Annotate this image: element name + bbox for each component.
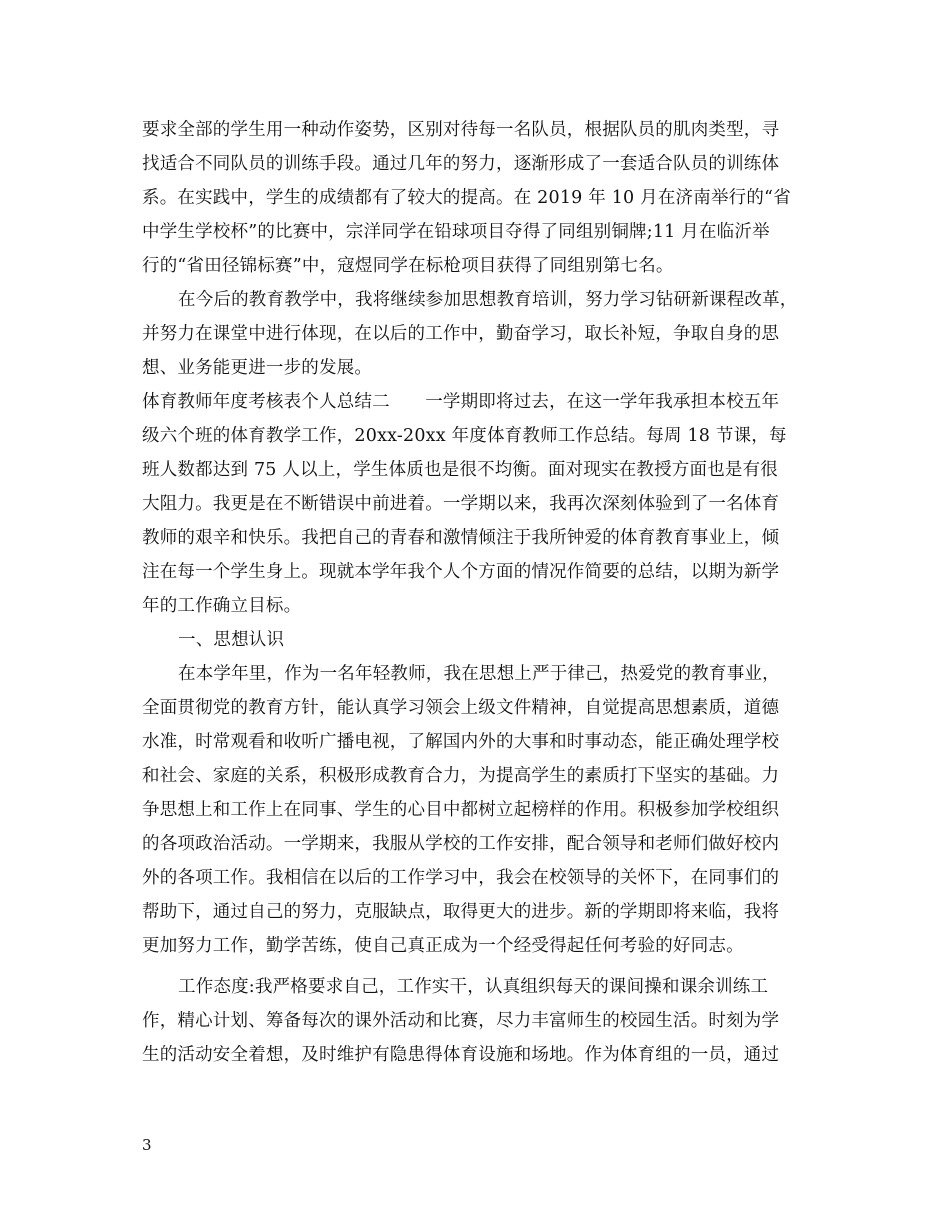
text-line: 大阻力。我更是在不断错误中前进着。一学期以来，我再次深刻体验到了一名体育 — [142, 494, 780, 514]
text-line: 想、业务能更进一步的发展。 — [142, 358, 373, 378]
text-line: 生的活动安全着想，及时维护有隐患得体育设施和场地。作为体育组的一员，通过 — [142, 1045, 780, 1065]
text-line: 争思想上和工作上在同事、学生的心目中都树立起榜样的作用。积极参加学校组织 — [142, 800, 780, 820]
section-heading: 一、思想认识 — [178, 630, 285, 650]
text-line: 教师的艰辛和快乐。我把自己的青春和激情倾注于我所钟爱的体育教育事业上，倾 — [142, 528, 780, 548]
text-line: 水准，时常观看和收听广播电视，了解国内外的大事和时事动态，能正确处理学校 — [142, 732, 780, 752]
text-line: 全面贯彻党的教育方针，能认真学习领会上级文件精神，自觉提高思想素质，道德 — [142, 698, 780, 718]
page-number: 3 — [142, 1136, 152, 1154]
text-line: 在本学年里，作为一名年轻教师，我在思想上严于律己，热爱党的教育事业， — [178, 664, 780, 684]
text-line: 外的各项工作。我相信在以后的工作学习中，我会在校领导的关怀下，在同事们的 — [142, 868, 780, 888]
text-line: 帮助下，通过自己的努力，克服缺点，取得更大的进步。新的学期即将来临，我将 — [142, 902, 780, 922]
text-line: 作，精心计划、筹备每次的课外活动和比赛，尽力丰富师生的校园生活。时刻为学 — [142, 1011, 780, 1031]
text-line: 工作态度:我严格要求自己，工作实干，认真组织每天的课间操和课余训练工 — [178, 977, 769, 997]
text-line: 的各项政治活动。一学期来，我服从学校的工作安排，配合领导和老师们做好校内 — [142, 834, 780, 854]
text-line: 行的“省田径锦标赛”中，寇煜同学在标枪项目获得了同组别第七名。 — [142, 256, 674, 276]
text-line: 并努力在课堂中进行体现，在以后的工作中，勤奋学习，取长补短，争取自身的思 — [142, 324, 780, 344]
text-line: 在今后的教育教学中，我将继续参加思想教育培训，努力学习钻研新课程改革， — [178, 290, 798, 310]
text-line: 体育教师年度考核表个人总结二 一学期即将过去，在这一学年我承担本校五年 — [142, 392, 780, 412]
text-line: 更加努力工作，勤学苦练，使自己真正成为一个经受得起任何考验的好同志。 — [142, 936, 744, 956]
text-line: 系。在实践中，学生的成绩都有了较大的提高。在 2019 年 10 月在济南举行的“省 — [142, 188, 791, 208]
text-line: 注在每一个学生身上。现就本学年我个人个方面的情况作简要的总结，以期为新学 — [142, 562, 780, 582]
text-line: 年的工作确立目标。 — [142, 596, 302, 616]
text-line: 级六个班的体育教学工作，20xx-20xx 年度体育教师工作总结。每周 18 节课，每 — [142, 426, 787, 446]
text-line: 要求全部的学生用一种动作姿势，区别对待每一名队员，根据队员的肌肉类型，寻 — [142, 120, 780, 140]
text-line: 中学生学校杯”的比赛中，宗洋同学在铅球项目夺得了同组别铜牌;11 月在临沂举 — [142, 222, 770, 242]
text-line: 和社会、家庭的关系，积极形成教育合力，为提高学生的素质打下坚实的基础。力 — [142, 766, 780, 786]
text-line: 班人数都达到 75 人以上，学生体质也是很不均衡。面对现实在教授方面也是有很 — [142, 460, 778, 480]
text-line: 找适合不同队员的训练手段。通过几年的努力，逐渐形成了一套适合队员的训练体 — [142, 154, 780, 174]
